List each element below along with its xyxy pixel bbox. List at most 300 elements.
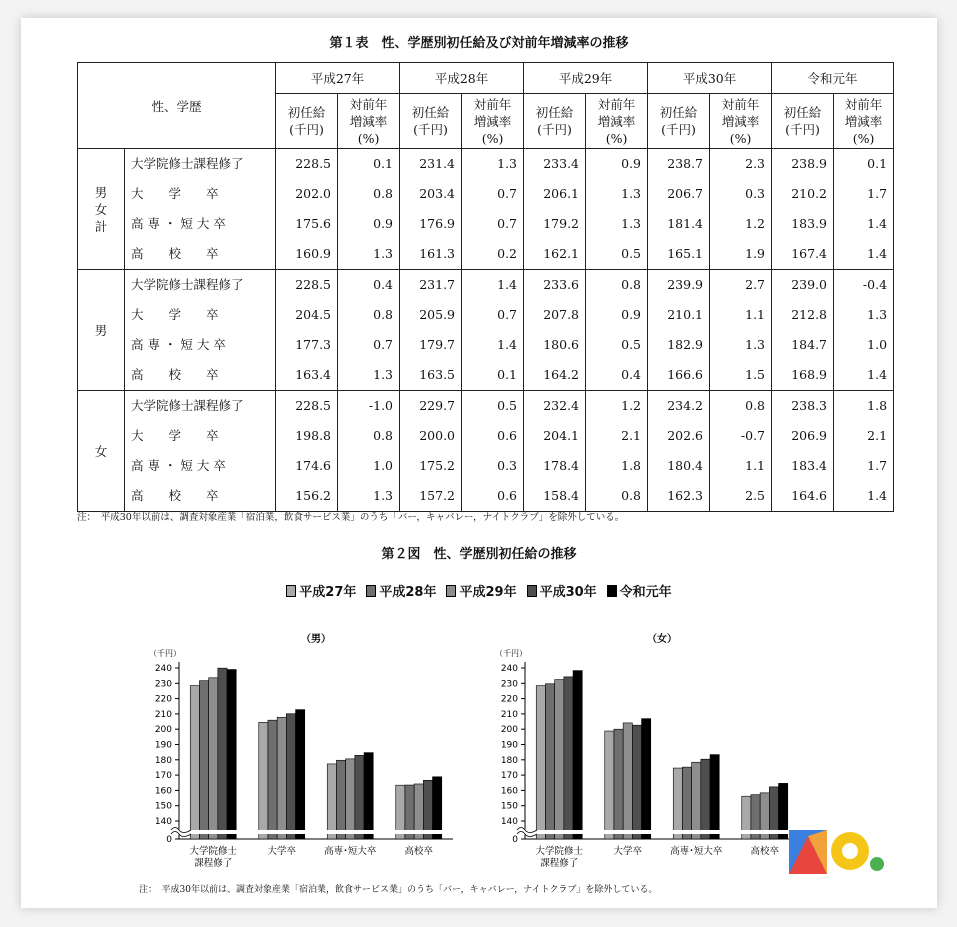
value: 0.1	[867, 156, 888, 171]
figure-title: 第２図 性、学歴別初任給の推移	[381, 547, 577, 562]
value: 180.4	[667, 458, 704, 473]
value: 198.8	[295, 428, 332, 443]
y-tick-label: 170	[500, 771, 518, 782]
x-tick-label: 高専･短大卒	[670, 846, 723, 857]
year-header: 平成29年	[524, 63, 648, 94]
axis-break	[517, 830, 799, 835]
value: 203.4	[419, 186, 456, 201]
change-rate-cell	[834, 391, 894, 512]
y-tick-label: 180	[500, 755, 518, 766]
bar	[364, 753, 373, 839]
y-tick-label: 230	[500, 679, 518, 690]
value: 204.5	[295, 307, 332, 322]
salary-col-header	[524, 94, 586, 149]
x-tick-label: 大学院修士	[189, 846, 238, 857]
value: 176.9	[419, 216, 456, 231]
document-page	[21, 18, 937, 908]
header-line: (千円)	[537, 122, 572, 137]
category-cell	[125, 391, 276, 512]
value: 231.4	[419, 156, 456, 171]
header-line: (%)	[729, 130, 752, 146]
category-label: 大学院修士課程修了	[131, 156, 244, 171]
legend-swatch	[446, 585, 456, 597]
y-tick-label: 210	[500, 709, 518, 720]
category-cell	[125, 270, 276, 391]
value: -0.4	[862, 277, 888, 292]
value: 0.7	[373, 337, 394, 352]
value: 0.6	[497, 488, 518, 503]
bar	[277, 717, 286, 839]
male-salary-chart	[127, 630, 457, 895]
bar	[710, 755, 719, 839]
legend-item	[286, 581, 356, 600]
value: 2.7	[745, 277, 766, 292]
bar	[573, 671, 582, 839]
value: 228.5	[295, 398, 332, 413]
category-label: 高 専 ・ 短 大 卒	[131, 458, 226, 473]
header-line: 対前年	[349, 96, 388, 112]
category-label: 大学院修士課程修了	[131, 277, 244, 292]
value: 2.3	[745, 156, 766, 171]
value: 228.5	[295, 277, 332, 292]
value: 175.2	[419, 458, 456, 473]
value: 184.7	[791, 337, 828, 352]
value: 165.1	[667, 246, 704, 261]
bar	[692, 762, 701, 839]
value: 1.8	[621, 458, 642, 473]
value: 1.4	[867, 246, 888, 261]
salary-cell	[524, 149, 586, 270]
legend-swatch	[286, 585, 296, 597]
x-tick-label: 大学院修士	[535, 846, 584, 857]
bar	[642, 719, 651, 839]
x-tick-label: 課程修了	[194, 858, 233, 869]
change-rate-cell	[462, 149, 524, 270]
value: 1.2	[745, 216, 766, 231]
value: 181.4	[667, 216, 704, 231]
value: 234.2	[667, 398, 704, 413]
value: 0.5	[621, 246, 642, 261]
year-header: 令和元年	[772, 63, 894, 94]
value: 238.9	[791, 156, 828, 171]
bar	[605, 731, 614, 839]
value: 1.3	[373, 488, 394, 503]
legend-label: 平成28年	[379, 585, 437, 600]
bar	[296, 710, 305, 839]
value: 231.7	[419, 277, 456, 292]
value: 0.8	[621, 277, 642, 292]
value: 238.3	[791, 398, 828, 413]
value: 180.6	[543, 337, 580, 352]
row-header: 性、学歴	[78, 63, 276, 149]
bar	[564, 677, 573, 839]
value: 1.3	[745, 337, 766, 352]
value: 183.4	[791, 458, 828, 473]
salary-col-header	[400, 94, 462, 149]
bar	[209, 678, 218, 839]
chart-legend	[21, 581, 937, 600]
legend-item	[607, 581, 672, 600]
value: 239.9	[667, 277, 704, 292]
salary-cell	[772, 391, 834, 512]
header-line: 対前年	[721, 96, 760, 112]
y-tick-label: 220	[154, 694, 172, 705]
group-label: 女	[78, 391, 125, 512]
bar	[286, 714, 295, 839]
change-rate-cell	[710, 391, 772, 512]
bar	[632, 725, 641, 839]
salary-cell	[772, 270, 834, 391]
salary-table	[77, 62, 894, 512]
bar	[555, 680, 564, 839]
value: 238.7	[667, 156, 704, 171]
value: -0.7	[740, 428, 766, 443]
group-label: 男 女 計	[78, 149, 125, 270]
value: 164.6	[791, 488, 828, 503]
year-header: 平成27年	[276, 63, 400, 94]
chart-title: （女）	[647, 634, 677, 645]
header-line: 初任給	[783, 105, 822, 120]
value: 210.1	[667, 307, 704, 322]
y-tick-label: 160	[154, 786, 172, 797]
value: 229.7	[419, 398, 456, 413]
value: 206.9	[791, 428, 828, 443]
value: 167.4	[791, 246, 828, 261]
value: 212.8	[791, 307, 828, 322]
salary-col-header	[276, 94, 338, 149]
salary-cell	[400, 270, 462, 391]
change-rate-cell	[586, 391, 648, 512]
figure-note: 注： 平成30年以前は、調査対象産業「宿泊業，飲食サービス業」のうち「バー，キャバレー，ナイトクラブ」を除外している。	[139, 885, 658, 895]
x-tick-label: 大学卒	[613, 846, 643, 857]
header-line: 初任給	[287, 105, 326, 120]
value: 162.3	[667, 488, 704, 503]
value: 0.8	[373, 307, 394, 322]
bar	[346, 759, 355, 839]
header-line: 増減率	[473, 113, 512, 129]
value: 0.7	[497, 216, 518, 231]
salary-cell	[648, 270, 710, 391]
value: 239.0	[791, 277, 828, 292]
category-label: 大 学 卒	[131, 307, 219, 322]
legend-item	[366, 581, 436, 600]
value: 0.5	[497, 398, 518, 413]
header-line: 対前年	[844, 96, 883, 112]
watermark-logo-icon	[789, 830, 889, 876]
value: 0.9	[621, 307, 642, 322]
header-line: 対前年	[473, 96, 512, 112]
axis-break	[171, 830, 453, 835]
value: 157.2	[419, 488, 456, 503]
female-salary-chart	[473, 630, 803, 895]
value: 0.6	[497, 428, 518, 443]
salary-cell	[648, 391, 710, 512]
salary-col-header	[772, 94, 834, 149]
y-tick-label: 190	[500, 740, 518, 751]
legend-swatch	[527, 585, 537, 597]
value: 0.3	[497, 458, 518, 473]
salary-cell	[772, 149, 834, 270]
change-col-header	[834, 94, 894, 149]
value: 233.4	[543, 156, 580, 171]
value: 183.9	[791, 216, 828, 231]
value: 1.4	[497, 337, 518, 352]
value: -1.0	[368, 398, 394, 413]
value: 1.3	[867, 307, 888, 322]
change-rate-cell	[586, 270, 648, 391]
change-rate-cell	[834, 270, 894, 391]
category-label: 大 学 卒	[131, 428, 219, 443]
value: 1.4	[867, 488, 888, 503]
value: 1.5	[745, 367, 766, 382]
legend-label: 平成27年	[299, 585, 357, 600]
value: 0.8	[373, 186, 394, 201]
bar	[682, 767, 691, 839]
change-rate-cell	[338, 149, 400, 270]
change-col-header	[338, 94, 400, 149]
category-cell	[125, 149, 276, 270]
value: 1.2	[621, 398, 642, 413]
value: 206.7	[667, 186, 704, 201]
value: 0.2	[497, 246, 518, 261]
value: 163.5	[419, 367, 456, 382]
change-rate-cell	[586, 149, 648, 270]
change-rate-cell	[710, 149, 772, 270]
y-axis-label: （千円）	[149, 649, 181, 658]
value: 1.8	[867, 398, 888, 413]
bar	[199, 681, 208, 839]
value: 0.4	[373, 277, 394, 292]
value: 1.7	[867, 186, 888, 201]
y-tick-label: 150	[500, 801, 518, 812]
value: 0.8	[373, 428, 394, 443]
change-col-header	[462, 94, 524, 149]
category-label: 高 校 卒	[131, 246, 219, 261]
x-tick-label: 高校卒	[404, 846, 434, 857]
header-line: (千円)	[413, 122, 448, 137]
bar	[227, 670, 236, 839]
salary-cell	[524, 391, 586, 512]
y-tick-label: 190	[154, 740, 172, 751]
value: 162.1	[543, 246, 580, 261]
value: 228.5	[295, 156, 332, 171]
value: 182.9	[667, 337, 704, 352]
bar	[190, 686, 199, 839]
legend-swatch	[366, 585, 376, 597]
legend-item	[527, 581, 597, 600]
y-tick-label: 200	[500, 725, 518, 736]
y-tick-label: 230	[154, 679, 172, 690]
value: 1.4	[867, 367, 888, 382]
bar	[536, 686, 545, 839]
x-tick-label: 課程修了	[540, 858, 579, 869]
bar	[259, 722, 268, 839]
value: 210.2	[791, 186, 828, 201]
value: 1.9	[745, 246, 766, 261]
table-row-group	[78, 149, 894, 270]
value: 0.7	[497, 186, 518, 201]
x-tick-label: 大学卒	[267, 846, 297, 857]
table-note: 注： 平成30年以前は、調査対象産業「宿泊業，飲食サービス業」のうち「バー，キャバレー，ナイトクラブ」を除外している。	[77, 512, 625, 523]
value: 168.9	[791, 367, 828, 382]
salary-cell	[276, 270, 338, 391]
salary-cell	[524, 270, 586, 391]
bar	[327, 764, 336, 839]
change-rate-cell	[834, 149, 894, 270]
bar	[701, 759, 710, 839]
bar	[433, 777, 442, 839]
y-tick-label: 220	[500, 694, 518, 705]
change-rate-cell	[338, 391, 400, 512]
value: 0.4	[621, 367, 642, 382]
salary-cell	[276, 149, 338, 270]
value: 0.3	[745, 186, 766, 201]
change-col-header	[710, 94, 772, 149]
y-axis-label: （千円）	[495, 649, 527, 658]
value: 164.2	[543, 367, 580, 382]
legend-label: 平成29年	[459, 585, 517, 600]
value: 1.3	[373, 367, 394, 382]
header-line: (%)	[605, 130, 628, 146]
value: 0.7	[497, 307, 518, 322]
y-tick-label: 160	[500, 786, 518, 797]
bar	[673, 768, 682, 839]
header-line: (%)	[357, 130, 380, 146]
value: 0.9	[373, 216, 394, 231]
category-label: 大 学 卒	[131, 186, 219, 201]
header-line: (千円)	[661, 122, 696, 137]
bar	[355, 755, 364, 839]
header-line: (千円)	[785, 122, 820, 137]
value: 232.4	[543, 398, 580, 413]
y-tick-label: 200	[154, 725, 172, 736]
bar	[268, 720, 277, 839]
category-label: 高 専 ・ 短 大 卒	[131, 337, 226, 352]
bar	[218, 668, 227, 839]
y-tick-label: 240	[154, 664, 172, 674]
salary-cell	[400, 391, 462, 512]
value: 178.4	[543, 458, 580, 473]
table-row-group	[78, 391, 894, 512]
change-rate-cell	[462, 270, 524, 391]
value: 207.8	[543, 307, 580, 322]
value: 206.1	[543, 186, 580, 201]
y-tick-label: 0	[166, 835, 172, 845]
change-rate-cell	[710, 270, 772, 391]
legend-swatch	[607, 585, 617, 597]
bar	[336, 760, 345, 839]
value: 2.5	[745, 488, 766, 503]
y-tick-label: 150	[154, 801, 172, 812]
category-label: 高 校 卒	[131, 488, 219, 503]
year-header: 平成28年	[400, 63, 524, 94]
value: 2.1	[621, 428, 642, 443]
x-tick-label: 高専･短大卒	[324, 846, 377, 857]
bar	[623, 723, 632, 839]
value: 166.6	[667, 367, 704, 382]
value: 0.9	[621, 156, 642, 171]
value: 177.3	[295, 337, 332, 352]
header-line: 増減率	[349, 113, 388, 129]
y-tick-label: 180	[154, 755, 172, 766]
value: 1.3	[621, 216, 642, 231]
header-line: 初任給	[411, 105, 450, 120]
value: 0.5	[621, 337, 642, 352]
bar	[614, 729, 623, 839]
header-line: (%)	[481, 130, 504, 146]
value: 1.1	[745, 458, 766, 473]
value: 0.1	[497, 367, 518, 382]
value: 174.6	[295, 458, 332, 473]
salary-col-header	[648, 94, 710, 149]
value: 202.6	[667, 428, 704, 443]
y-tick-label: 240	[500, 664, 518, 674]
header-line: 増減率	[597, 113, 636, 129]
category-label: 高 校 卒	[131, 367, 219, 382]
header-line: (千円)	[289, 122, 324, 137]
value: 160.9	[295, 246, 332, 261]
value: 1.3	[373, 246, 394, 261]
chart-title: （男）	[301, 634, 331, 645]
value: 1.7	[867, 458, 888, 473]
bar	[545, 684, 554, 839]
value: 1.3	[497, 156, 518, 171]
salary-cell	[648, 149, 710, 270]
change-rate-cell	[338, 270, 400, 391]
value: 163.4	[295, 367, 332, 382]
legend-label: 平成30年	[539, 585, 597, 600]
change-col-header	[586, 94, 648, 149]
salary-cell	[276, 391, 338, 512]
group-label: 男	[78, 270, 125, 391]
value: 205.9	[419, 307, 456, 322]
header-line: 初任給	[659, 105, 698, 120]
y-tick-label: 140	[500, 817, 518, 827]
header-line: 初任給	[535, 105, 574, 120]
value: 200.0	[419, 428, 456, 443]
value: 1.4	[867, 216, 888, 231]
value: 0.8	[621, 488, 642, 503]
header-line: (%)	[852, 130, 875, 146]
value: 1.0	[373, 458, 394, 473]
category-label: 高 専 ・ 短 大 卒	[131, 216, 226, 231]
header-line: 増減率	[721, 113, 760, 129]
value: 156.2	[295, 488, 332, 503]
salary-cell	[400, 149, 462, 270]
change-rate-cell	[462, 391, 524, 512]
value: 161.3	[419, 246, 456, 261]
y-tick-label: 140	[154, 817, 172, 827]
value: 233.6	[543, 277, 580, 292]
value: 179.2	[543, 216, 580, 231]
value: 175.6	[295, 216, 332, 231]
y-tick-label: 0	[512, 835, 518, 845]
value: 1.1	[745, 307, 766, 322]
value: 2.1	[867, 428, 888, 443]
value: 202.0	[295, 186, 332, 201]
year-header: 平成30年	[648, 63, 772, 94]
x-tick-label: 高校卒	[750, 846, 780, 857]
table-title: 第１表 性、学歴別初任給及び対前年増減率の推移	[329, 36, 629, 51]
value: 1.0	[867, 337, 888, 352]
value: 1.4	[497, 277, 518, 292]
y-tick-label: 170	[154, 771, 172, 782]
value: 0.1	[373, 156, 394, 171]
legend-label: 令和元年	[619, 585, 672, 600]
value: 0.8	[745, 398, 766, 413]
table-row-group	[78, 270, 894, 391]
value: 179.7	[419, 337, 456, 352]
